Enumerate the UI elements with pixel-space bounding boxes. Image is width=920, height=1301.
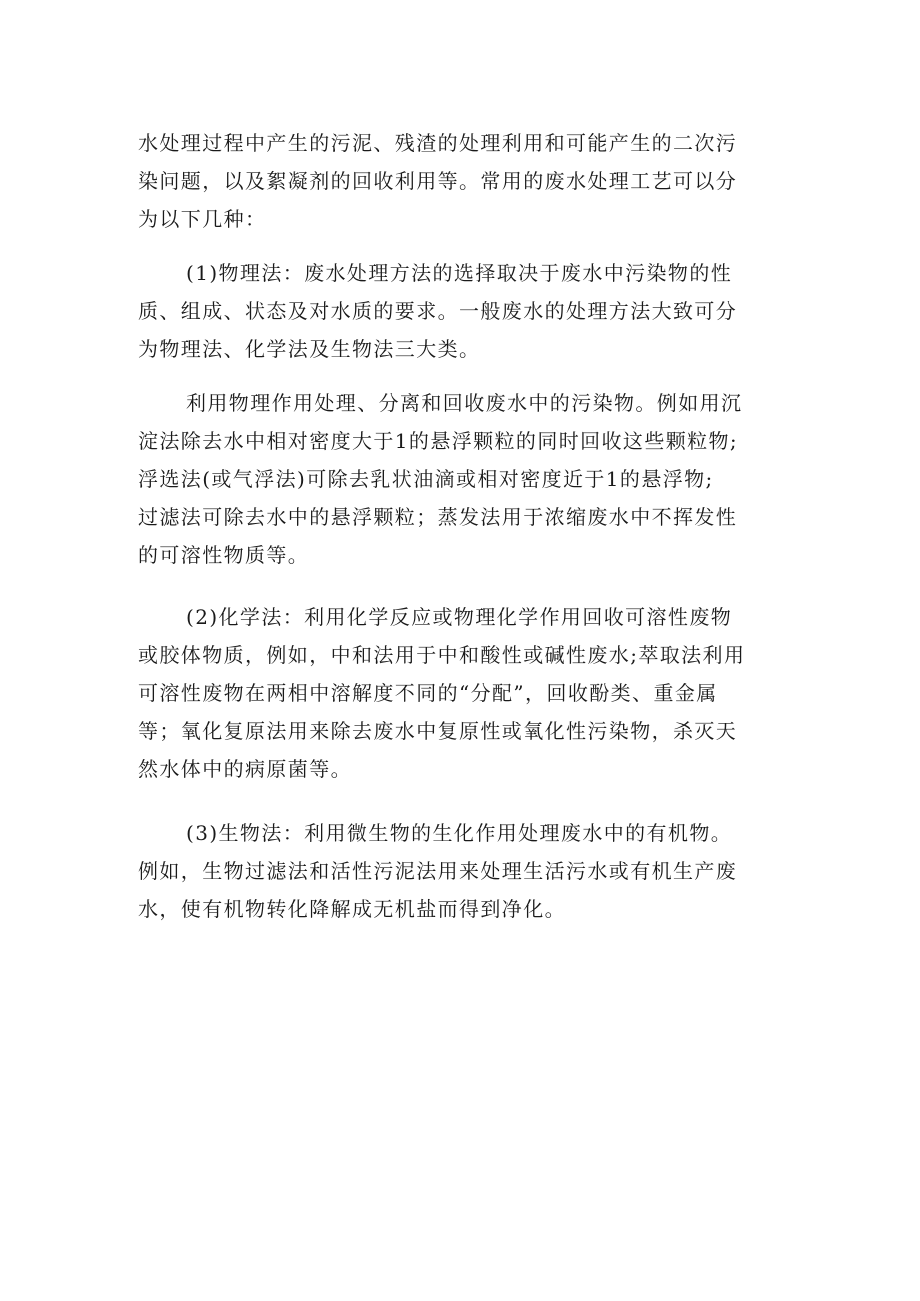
text-line: 利用物理作用处理、分离和回收废水中的污染物。例如用沉 xyxy=(186,391,743,415)
text-line: 的可溶性物质等。 xyxy=(138,543,310,567)
text-line: 淀法除去水中相对密度大于1的悬浮颗粒的同时回收这些颗粒物; xyxy=(138,429,739,453)
paragraph-chemical-method xyxy=(138,598,802,788)
text-line: (1)物理法：废水处理方法的选择取决于废水中污染物的性 xyxy=(186,261,733,285)
text-line: 等；氧化复原法用来除去废水中复原性或氧化性污染物，杀灭天 xyxy=(138,719,738,743)
text-line: 浮选法(或气浮法)可除去乳状油滴或相对密度近于1的悬浮物; xyxy=(138,467,714,491)
text-line: 例如，生物过滤法和活性污泥法用来处理生活污水或有机生产废 xyxy=(138,859,738,883)
text-line: (3)生物法：利用微生物的生化作用处理废水中的有机物。 xyxy=(186,821,733,845)
text-line: 水处理过程中产生的污泥、残渣的处理利用和可能产生的二次污 xyxy=(138,131,738,155)
text-line: (2)化学法：利用化学反应或物理化学作用回收可溶性废物 xyxy=(186,605,733,629)
paragraph-physical-detail xyxy=(138,384,802,574)
paragraph-biological-method xyxy=(138,814,802,928)
text-line: 水，使有机物转化降解成无机盐而得到净化。 xyxy=(138,897,566,921)
paragraph-physical-method xyxy=(138,254,802,368)
text-line: 可溶性废物在两相中溶解度不同的“分配”，回收酚类、重金属 xyxy=(138,681,718,705)
text-line: 或胶体物质，例如，中和法用于中和酸性或碱性废水;萃取法利用 xyxy=(138,643,746,667)
paragraph-intro xyxy=(138,124,802,238)
text-line: 为以下几种： xyxy=(138,207,267,231)
text-line: 质、组成、状态及对水质的要求。一般废水的处理方法大致可分 xyxy=(138,299,738,323)
text-line: 然水体中的病原菌等。 xyxy=(138,757,352,781)
text-line: 为物理法、化学法及生物法三大类。 xyxy=(138,337,481,361)
text-line: 染问题，以及絮凝剂的回收利用等。常用的废水处理工艺可以分 xyxy=(138,169,738,193)
text-line: 过滤法可除去水中的悬浮颗粒；蒸发法用于浓缩废水中不挥发性 xyxy=(138,505,738,529)
